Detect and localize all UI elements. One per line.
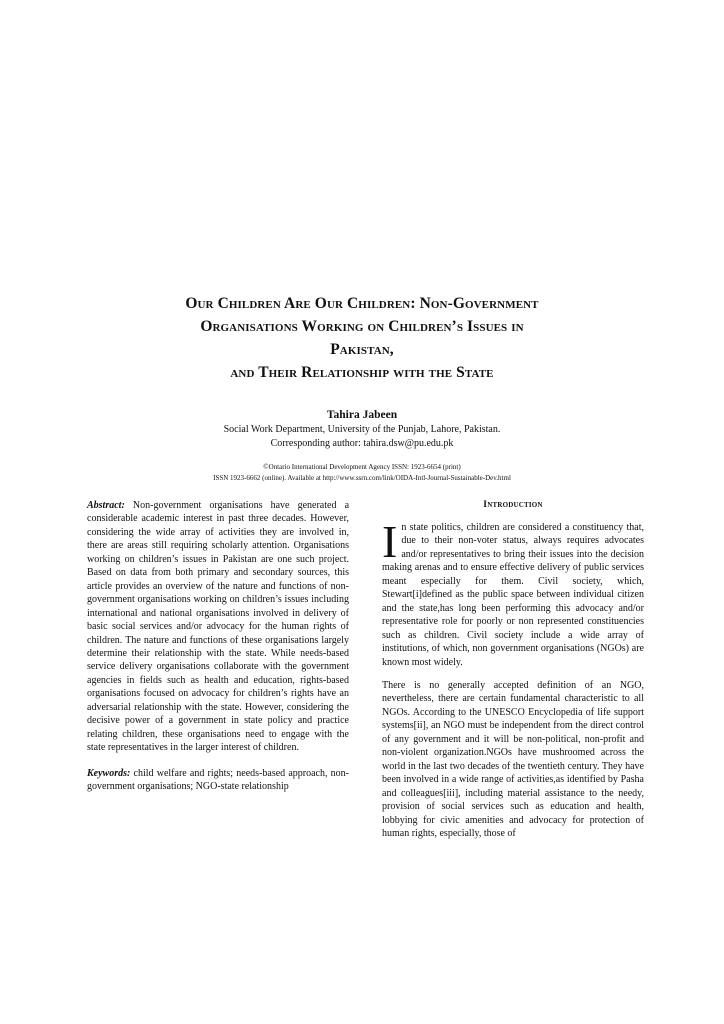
keywords-label: Keywords: (87, 767, 131, 779)
left-column (87, 499, 349, 794)
introduction-paragraph-2: There is no generally accepted definition of an NGO, nevertheless, there are certain fundamental characteristic to all NGOs. According to the UNESCO Encyclopedia of life support systems[ii], an NGO must be independent from the direct control of any government and it will be non-political, non-profit and non-violent organization.NGOs have mushroomed across the world in the last two decades of the twentieth century. They have been involved in a wide range of activities,as identified by Pasha and colleagues[iii], including material assistance to the needy, provision of social services such as education and health, lobbying for civic amenities and advocacy for protection of human rights, especially, those of (382, 679, 644, 839)
paper-title (70, 292, 654, 384)
abstract (87, 499, 349, 755)
author-block (70, 408, 654, 450)
keywords (87, 767, 349, 794)
corresponding-author: Corresponding author: tahira.dsw@pu.edu.pk (270, 437, 454, 449)
issn-block (70, 462, 654, 484)
introduction-heading: Introduction (483, 500, 543, 510)
abstract-text: Non-government organisations have generated a considerable academic interest in past three decades. However, considering the wide array of activities they are involved in, there are areas still requiring scholarly attention. Organisations working on children’s issues in Pakistan are one such project. Based on data from both primary and secondary sources, this article provides an overview of the nature and functions of non-government organisations working on children’s issues including international and national organisations involved in delivery of basic social services and/or advocacy for the human rights of children. The nature and functions of these organisations largely determine their relationship with the state. While needs-based service delivery organisations collaborate with the government agencies in fields such as health and education, rights-based organisations focused on advocacy for children’s rights have an adversarial relationship with the state. However, considering the decisive power of a government in state policy and practice relating children, these organisations need to engage with the state representatives in the larger interest of children. (87, 500, 350, 754)
introduction-paragraph-1 (382, 516, 644, 669)
title-line-2: Organisations Working on Children’s Issues in (200, 318, 524, 335)
drop-cap: I (382, 516, 398, 567)
title-line-3: Pakistan, (330, 341, 394, 358)
abstract-label: Abstract: (87, 500, 125, 511)
title-line-4: and Their Relationship with the State (230, 364, 494, 381)
issn-print: ©Ontario International Development Agency ISSN: 1923-6654 (print) (263, 463, 461, 471)
keywords-text: child welfare and rights; needs-based approach, non-government organisations; NGO-state relationship (87, 767, 350, 793)
introduction-para1-text: n state politics, children are considered a constituency that, due to their non-voter status, always requires advocates and/or representatives to bring their issues into the decision making arenas and to ensure effective delivery of public services meant especially for them. Civil society, which, Stewart[i]defined as the public space between individual citizen and the state,has long been performing this advocacy and/or representative role for poorly or non represented constituencies such as children. Civil society include a wide array of institutions, of which, non government organisations (NGOs) are known most widely. (382, 522, 644, 668)
author-name: Tahira Jabeen (326, 409, 398, 421)
author-affiliation: Social Work Department, University of the Punjab, Lahore, Pakistan. (223, 424, 501, 435)
title-line-1: Our Children Are Our Children: Non-Government (185, 295, 539, 312)
issn-online: ISSN 1923-6662 (online). Available at http://www.ssrn.com/link/OIDA-Intl-Journal-Sustainable-Dev.html (213, 474, 511, 482)
right-column (382, 499, 644, 840)
